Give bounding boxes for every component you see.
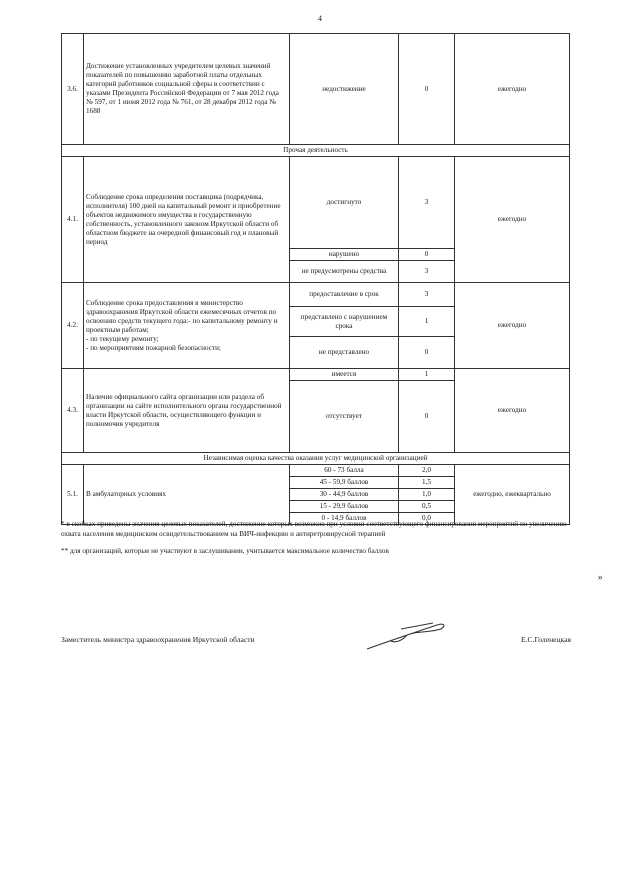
criterion: предоставление в срок: [290, 283, 399, 307]
footnote-hearing: ** для организаций, которые не участвуют в заслушивании, учитывается максимальное количество баллов: [61, 547, 389, 556]
footnotes: [61, 520, 571, 557]
score: 0: [399, 34, 455, 145]
description-line: - по текущему ремонту;: [86, 334, 159, 343]
indicator-description: Соблюдение срока определения поставщика (подрядчика, исполнителя) 100 дней на капитальный ремонт и приобретение объектов недвижимого имущества в государственную собственность, установленного законом Иркутской области об областном бюджете на очередной финансовый год и плановый период: [84, 157, 290, 283]
score: 1,5: [399, 477, 455, 489]
criterion: 0 - 14,9 баллов: [290, 513, 399, 525]
signer-name: Е.С.Голенецкая: [520, 635, 571, 644]
score: 0: [399, 381, 455, 453]
criterion: представлено с нарушением срока: [290, 307, 399, 337]
criterion: недостижение: [290, 34, 399, 145]
score: 0,5: [399, 501, 455, 513]
frequency: ежегодно: [455, 283, 570, 369]
row-number: 4.2.: [62, 283, 84, 369]
criterion: отсутствует: [290, 381, 399, 453]
score: 1,0: [399, 489, 455, 501]
table-row: [62, 465, 570, 477]
table-row: [62, 157, 570, 249]
description-line: Соблюдение срока предоставления в министерство здравоохранения Иркутской области ежемесячных отчетов по освоению средств текущего года:- по капитальному ремонту и проектным работам;: [86, 298, 278, 334]
section-row: [62, 453, 570, 465]
row-number: 4.3.: [62, 369, 84, 453]
indicator-description: [84, 283, 290, 369]
section-title: Независимая оценка качества оказания услуг медицинской организацией: [62, 453, 570, 465]
page-number: 4: [318, 14, 322, 23]
score: 3: [399, 283, 455, 307]
score: 3: [399, 157, 455, 249]
row-number: 3.6.: [62, 34, 84, 145]
frequency: ежегодно: [455, 157, 570, 283]
footnote-targets: * в скобках приведены значения целевых показателей, достижение которых возможно при условии соответствующего финансирования мероприятий по увеличению охвата населения медицинским освидетельствованием на ВИЧ-инфекцию и антиретровирусной терапией: [61, 520, 567, 538]
indicator-description: Достижение установленных учредителем целевых значений показателей по повышению заработной платы отдельных категорий работников социальной сферы в соответствии с указами Президента Российской Федерации от 7 мая 2012 года № 597, от 1 июня 2012 года № 761, от 28 декабря 2012 года № 1688: [84, 34, 290, 145]
criterion: 30 - 44,9 баллов: [290, 489, 399, 501]
frequency: ежегодно: [455, 369, 570, 453]
criterion: 15 - 29,9 баллов: [290, 501, 399, 513]
signature-icon: [361, 619, 451, 659]
score: 1: [399, 307, 455, 337]
table-row: [62, 369, 570, 381]
frequency: ежегодно, ежеквартально: [455, 465, 570, 525]
criteria-table: [61, 33, 570, 525]
criterion: 60 - 73 балла: [290, 465, 399, 477]
table-row: [62, 34, 570, 145]
description-line: - по мероприятиям пожарной безопасности;: [86, 343, 221, 352]
table-row: [62, 283, 570, 307]
score: 3: [399, 261, 455, 283]
criterion: нарушено: [290, 249, 399, 261]
criterion: достигнуто: [290, 157, 399, 249]
score: 1: [399, 369, 455, 381]
frequency: ежегодно: [455, 34, 570, 145]
criterion: не представлено: [290, 337, 399, 369]
criterion: имеется: [290, 369, 399, 381]
score: 0,0: [399, 513, 455, 525]
section-row: [62, 145, 570, 157]
signer-title: Заместитель министра здравоохранения Иркутской области: [61, 635, 255, 644]
section-title: Прочая деятельность: [62, 145, 570, 157]
indicator-description: В амбулаторных условиях: [84, 465, 290, 525]
signature-block: [61, 633, 571, 673]
closing-quote: »: [598, 572, 603, 582]
row-number: 5.1.: [62, 465, 84, 525]
score: 0: [399, 337, 455, 369]
score: 2,0: [399, 465, 455, 477]
indicator-description: Наличие официального сайта организации или раздела об организации на сайте исполнительного органа государственной власти Иркутской области, осуществляющего функции и полномочия учредителя: [84, 369, 290, 453]
row-number: 4.1.: [62, 157, 84, 283]
score: 0: [399, 249, 455, 261]
criterion: не предусмотрены средства: [290, 261, 399, 283]
criterion: 45 - 59,9 баллов: [290, 477, 399, 489]
